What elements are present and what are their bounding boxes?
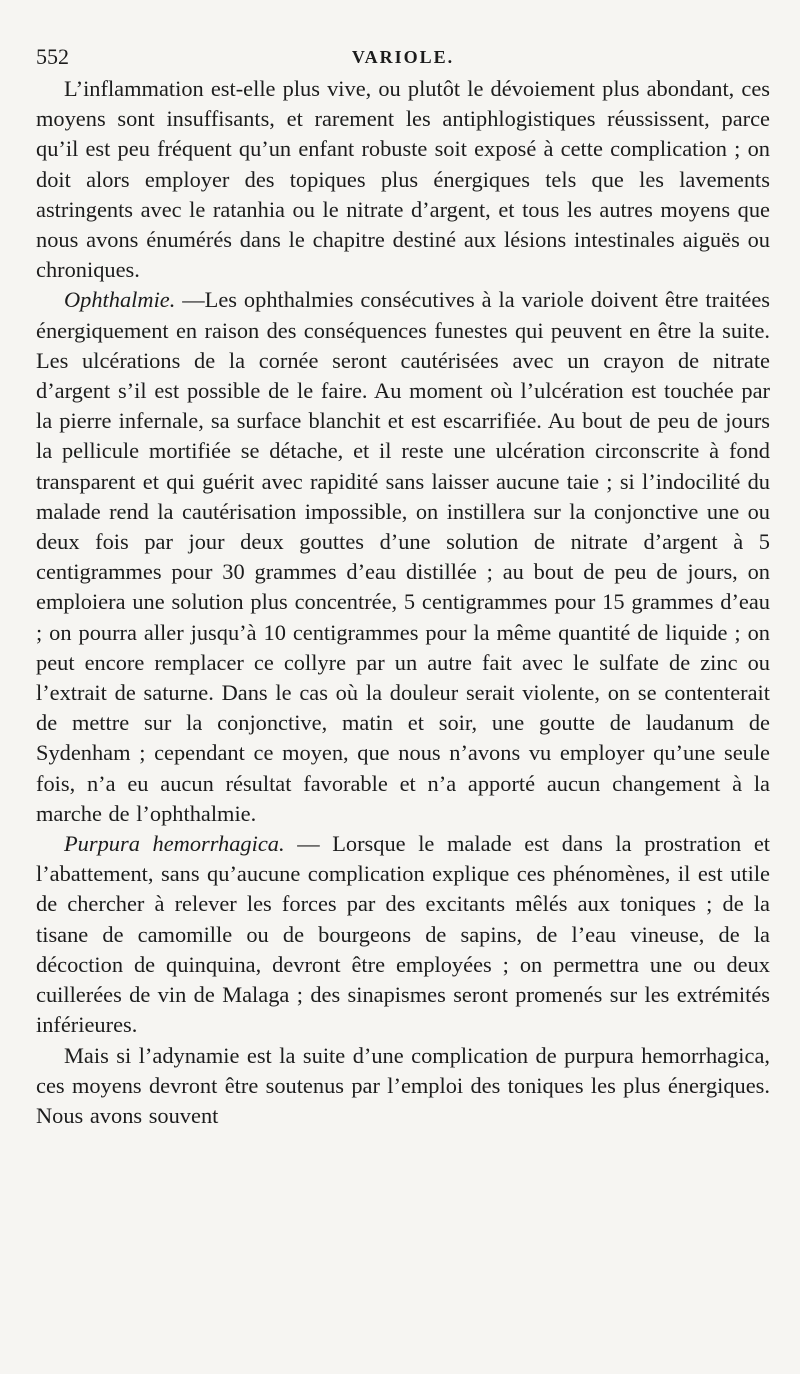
paragraph-ophthalmie [36,285,770,829]
body-text [36,74,770,1131]
page-number: 552 [36,44,69,69]
section-heading-ophthalmie: Ophthalmie. [64,287,176,313]
running-head [36,40,770,74]
paragraph-text: Mais si l’adynamie est la suite d’une complication de purpura hemorrhagica, ces moyens devront être soutenus par l’emploi des toniques les plus énergiques. Nous avons souvent [36,1042,770,1128]
running-title: VARIOLE. [351,47,455,67]
paragraph-inflammation [36,74,770,285]
paragraph-purpura [36,829,770,1040]
section-heading-purpura: Purpura hemorrhagica. [64,831,285,857]
paragraph-text: L’inflammation est-elle plus vive, ou plutôt le dévoiement plus abondant, ces moyens sont insuffisants, et rarement les antiphlogistiques réussissent, parce qu’il est peu fréquent qu’un enfant robuste soit exposé à cette complication ; on doit alors employer des topiques plus énergiques tels que les lavements astringents avec le ratanhia ou le nitrate d’argent, et tous les autres moyens que nous avons énumérés dans le chapitre destiné aux lésions intestinales aiguës ou chroniques. [36,76,770,283]
paragraph-text: — Lorsque le malade est dans la prostration et l’abattement, sans qu’aucune complication explique ces phénomènes, il est utile de chercher à relever les forces par des excitants mêlés aux toniques ; de la tisane de camomille ou de bourgeons de sapins, de l’eau vineuse, de la décoction de quinquina, devront être employées ; on permettra une ou deux cuillerées de vin de Malaga ; des sinapismes seront promenés sur les extrémités inférieures. [36,831,771,1038]
paragraph-adynamie [36,1041,770,1132]
paragraph-text: —Les ophthalmies consécutives à la variole doivent être traitées énergiquement en raison des conséquences funestes qui peuvent en être la suite. Les ulcérations de la cornée seront cautérisées avec un crayon de nitrate d’argent s’il est possible de le faire. Au moment où l’ulcération est touchée par la pierre infernale, sa surface blanchit et est escarrifiée. Au bout de peu de jours la pellicule mortifiée se détache, et il reste une ulcération circonscrite à fond transparent et qui guérit avec rapidité sans laisser aucune taie ; si l’indocilité du malade rend la cautérisation impossible, on instillera sur la conjonctive une ou deux fois par jour deux gouttes d’une solution de nitrate d’argent à 5 centigrammes pour 30 grammes d’eau distillée ; au bout de peu de jours, on emploiera une solution plus concentrée, 5 centigrammes pour 15 grammes d’eau ; on pourra aller jusqu’à 10 centigrammes pour la même quantité de liquide ; on peut encore remplacer ce collyre par un autre fait avec le sulfate de zinc ou l’extrait de saturne. Dans le cas où la douleur serait violente, on se contenterait de mettre sur la conjonctive, matin et soir, une goutte de laudanum de Sydenham ; cependant ce moyen, que nous n’avons vu employer qu’une seule fois, n’a eu aucun résultat favorable et n’a apporté aucun changement à la marche de l’ophthalmie. [36,287,770,826]
